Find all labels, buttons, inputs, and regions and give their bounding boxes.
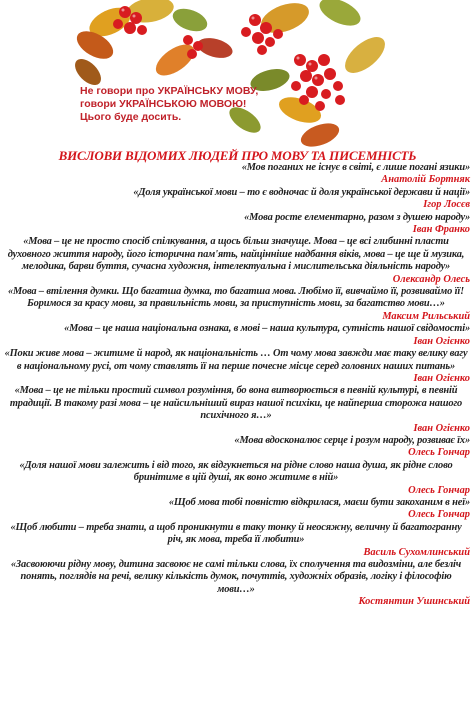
quotes-list <box>2 162 470 609</box>
quote-text: «Поки живе мова – житиме й народ, як національність … От чому мова завжди має таку велику вагу в національному русі, от чому ставлять її на перше почесне місце серед головних наших питань» <box>4 348 468 372</box>
viburnum-leaves-illustration <box>0 0 475 148</box>
quote-text: «Щоб мова тобі повністю відкрилася, маєш бути закоханим в неї» <box>168 496 470 508</box>
quote-author: Анатолій Бортняк <box>381 174 470 186</box>
quote-text: «Щоб любити – треба знати, а щоб проникнути в таку тонку й неосяжну, величну й багатогранну річ, як мова, треба її любити» <box>10 521 462 546</box>
quote-item <box>2 522 470 559</box>
quote-item <box>2 385 470 435</box>
quote-item <box>2 212 470 237</box>
quote-author: Іван Огієнко <box>413 372 470 384</box>
quote-author: Олесь Гончар <box>408 484 470 496</box>
quote-text: «Доля нашої мови залежить і від того, як відгукнеться на рідне слово наша душа, як рідне слово бринітиме в цій душі, як воно житиме в ній» <box>19 459 453 484</box>
quote-item <box>2 460 470 497</box>
slogan-text: Не говори про УКРАЇНСЬКУ МОВУ, говори УКРАЇНСЬКОЮ МОВОЮ! Цього буде досить. <box>80 85 259 123</box>
quote-item <box>2 497 470 522</box>
quote-author: Олесь Гончар <box>408 447 470 459</box>
quote-item <box>2 435 470 460</box>
quote-author: Костянтин Ушинський <box>358 596 470 608</box>
quote-item <box>2 236 470 286</box>
quote-author: Олесь Гончар <box>408 509 470 521</box>
quote-text: «Мова росте елементарно, разом з душею народу» <box>244 211 470 223</box>
quote-text: «Мова – це наша національна ознака, в мові – наша культура, сутність нашої свідомості» <box>64 323 470 335</box>
quote-item <box>2 187 470 212</box>
quote-author: Олександр Олесь <box>392 273 470 285</box>
quote-item <box>2 348 470 385</box>
quote-text: «Мов поганих не існує в світі, є лише погані язики» <box>241 162 470 173</box>
quote-text: «Мова – втілення думки. Що багатша думка, то багатша мова. Любімо її, вивчаймо її, розвиваймо її! Боримося за красу мови, за правильність мови, за приступність мови, за багатство мови…» <box>7 286 465 310</box>
quote-text: «Мова вдосконалює серце і розум народу, розвиває їх» <box>234 434 470 446</box>
quote-text: «Мова – це не тільки простий символ розуміння, бо вона витворюється в певній культурі, в певній традиції. В такому разі мова – це найсильніший вираз нашої психіки, це найперша сторожа нашого психічного я…» <box>9 385 463 422</box>
quote-author: Іван Франко <box>412 224 470 236</box>
quote-item <box>2 162 470 187</box>
quote-author: Василь Сухомлинський <box>363 546 470 558</box>
quote-author: Ігор Лосєв <box>423 199 470 211</box>
quote-author: Максим Рильський <box>382 310 470 322</box>
quote-text: «Доля української мови – то є водночас й доля української держави й нації» <box>133 186 470 198</box>
quote-text: «Засвоюючи рідну мову, дитина засвоює не самі тільки слова, їх сполучення та видозміни, але безліч понять, поглядів на речі, велику кількість думок, почуттів, художніх образів, логіку і філософію мови…» <box>10 559 462 595</box>
quote-item <box>2 286 470 323</box>
banner <box>0 0 475 148</box>
quote-item <box>2 323 470 348</box>
quote-author: Іван Огієнко <box>413 422 470 434</box>
quote-author: Іван Огієнко <box>413 335 470 347</box>
page-title: ВИСЛОВИ ВІДОМИХ ЛЮДЕЙ ПРО МОВУ ТА ПИСЕМНІСТЬ <box>58 148 417 163</box>
quote-text: «Мова – це не просто спосіб спілкування, а щось більш значуще. Мова – це всі глибинні пласти духовного життя народу, його історична пам'ять, найцінніше надбання віків, мова – це ще й музика, мелодика, барви буття, сучасна художня, інтелектуальна і мислительська діяльність народу» <box>7 236 465 273</box>
quote-item <box>2 559 470 609</box>
